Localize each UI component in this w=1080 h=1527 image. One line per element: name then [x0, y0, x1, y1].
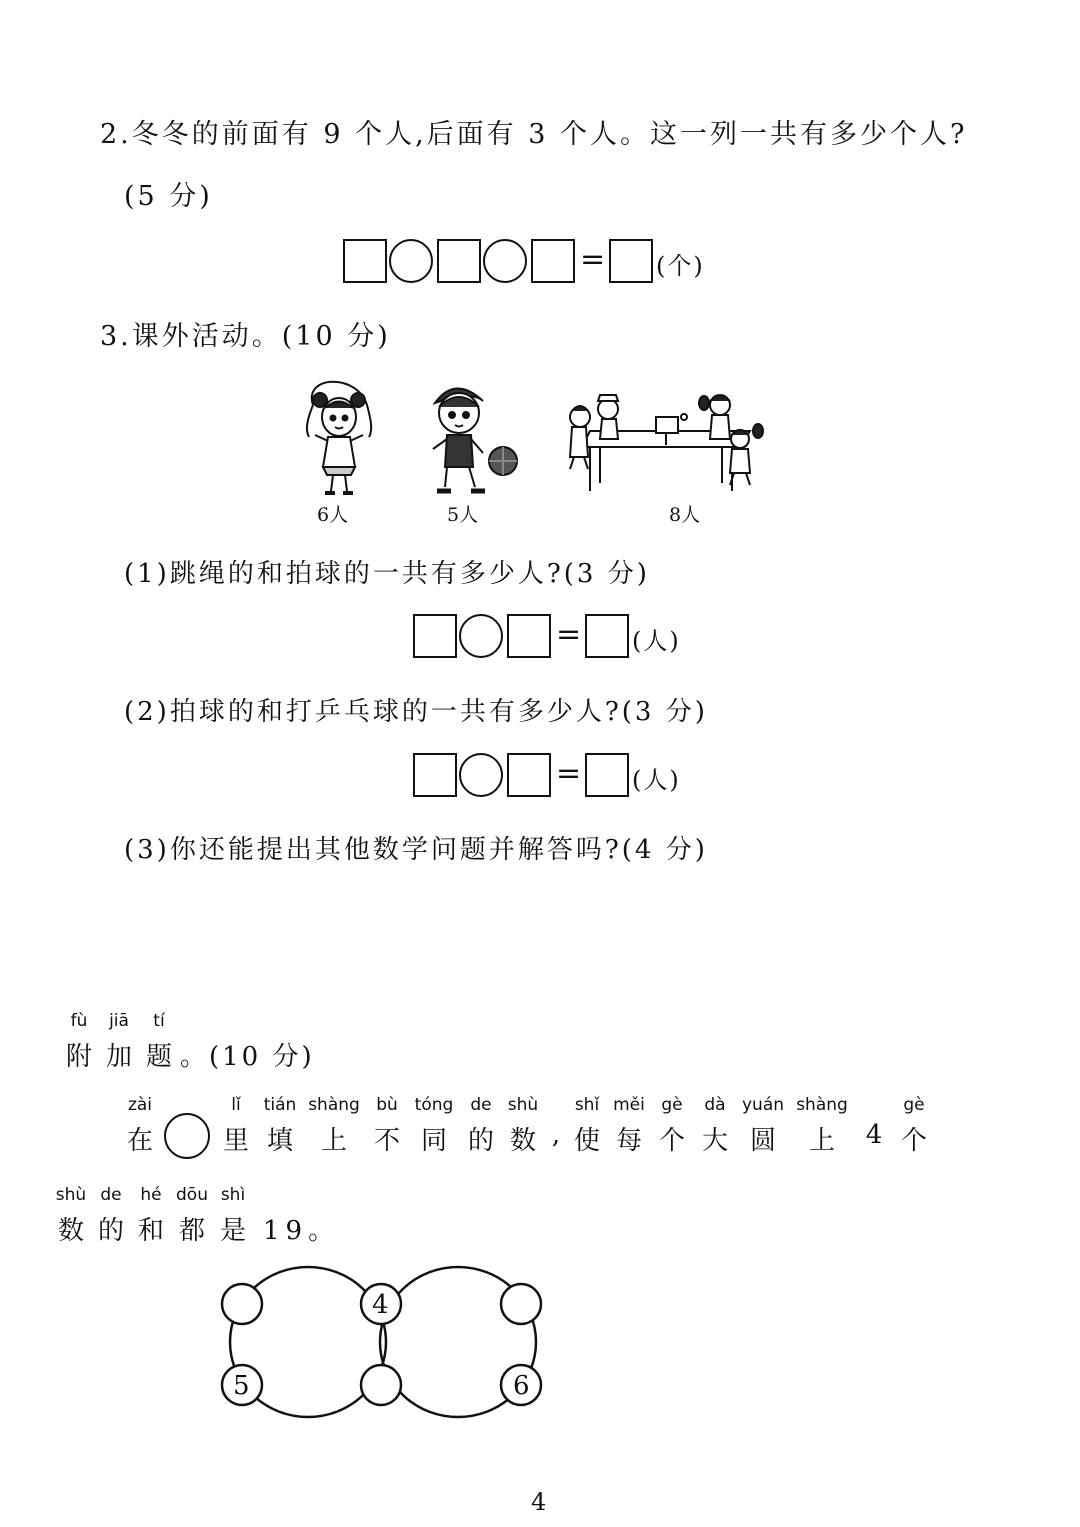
pinyin: shàng — [796, 1095, 848, 1115]
instruction-char: 的 — [467, 1126, 495, 1156]
activity-illustrations — [295, 375, 765, 505]
title-char: 加 — [105, 1042, 133, 1072]
pinyin: tóng — [414, 1095, 454, 1115]
instruction-char: 上 — [320, 1126, 348, 1156]
pinyin: dōu — [176, 1185, 208, 1205]
pinyin: lǐ — [231, 1095, 241, 1115]
answer-box[interactable] — [343, 239, 387, 283]
pinyin: de — [470, 1095, 492, 1115]
pinyin: tí — [153, 1011, 165, 1031]
instruction-char: 上 — [808, 1126, 836, 1156]
pinyin: shǐ — [574, 1095, 600, 1115]
pinyin: fù — [70, 1011, 88, 1031]
instruction-char: 使 — [573, 1126, 601, 1156]
question-3-text: 3.课外活动。(10 分) — [100, 321, 391, 352]
pinyin: dà — [704, 1095, 726, 1115]
result-box[interactable] — [609, 239, 653, 283]
blank-small-circle — [361, 1365, 401, 1405]
answer-box[interactable] — [413, 753, 457, 797]
result-box[interactable] — [585, 614, 629, 658]
instruction-char: 19。 — [263, 1216, 341, 1246]
pinyin: gè — [903, 1095, 925, 1115]
instruction-char: 4 — [865, 1120, 883, 1150]
title-char: 题 — [145, 1042, 173, 1072]
title-char: 附 — [65, 1042, 93, 1072]
unit-label: (人) — [632, 627, 681, 655]
pinyin: měi — [613, 1095, 645, 1115]
instruction-char: 同 — [420, 1126, 448, 1156]
operator-circle[interactable] — [459, 753, 503, 797]
answer-box[interactable] — [507, 753, 551, 797]
pinyin: hé — [140, 1185, 162, 1205]
question-2-text: 2.冬冬的前面有 9 个人,后面有 3 个人。这一列一共有多少个人? — [100, 119, 968, 150]
diagram-number-top-middle: 4 — [372, 1290, 389, 1320]
sub-question-1: (1)跳绳的和拍球的一共有多少人?(3 分) — [124, 559, 650, 589]
jump-rope-girl-illustration — [307, 382, 371, 493]
circle-diagram — [215, 1262, 550, 1422]
pinyin: bù — [376, 1095, 398, 1115]
pinyin: shù — [507, 1095, 539, 1115]
instruction-char: 填 — [266, 1126, 294, 1156]
caption-ping-pong: 8人 — [669, 504, 701, 526]
question-2-score: (5 分) — [124, 181, 213, 212]
sub-question-2: (2)拍球的和打乒乓球的一共有多少人?(3 分) — [124, 697, 708, 727]
pinyin: tián — [263, 1095, 297, 1115]
instruction-char: 数 — [509, 1126, 537, 1156]
pinyin: jiā — [109, 1011, 129, 1031]
operator-circle[interactable] — [389, 239, 433, 283]
title-score: 。(10 分) — [180, 1042, 315, 1072]
pinyin: shù — [55, 1185, 87, 1205]
pinyin: shàng — [308, 1095, 360, 1115]
result-box[interactable] — [585, 753, 629, 797]
instruction-char: 每 — [615, 1126, 643, 1156]
sub-question-3: (3)你还能提出其他数学问题并解答吗?(4 分) — [124, 835, 708, 865]
instruction-char: 圆 — [749, 1126, 777, 1156]
answer-box[interactable] — [437, 239, 481, 283]
caption-basketball: 5人 — [447, 504, 479, 526]
instruction-char: 的 — [97, 1216, 125, 1246]
pinyin: de — [100, 1185, 122, 1205]
ping-pong-illustration — [570, 395, 763, 491]
instruction-char: 是 — [219, 1216, 247, 1246]
answer-box[interactable] — [531, 239, 575, 283]
diagram-number-bottom-left: 5 — [233, 1371, 250, 1401]
caption-jump-rope: 6人 — [317, 504, 349, 526]
diagram-number-bottom-right: 6 — [513, 1371, 530, 1401]
instruction-char: , — [551, 1120, 561, 1150]
instruction-char: 在 — [126, 1126, 154, 1156]
instruction-char: 和 — [137, 1216, 165, 1246]
example-blank-circle — [164, 1113, 210, 1159]
instruction-char: 个 — [900, 1126, 928, 1156]
instruction-char: 数 — [57, 1216, 85, 1246]
instruction-char: 个 — [658, 1126, 686, 1156]
answer-box[interactable] — [507, 614, 551, 658]
answer-box[interactable] — [413, 614, 457, 658]
blank-small-circle — [222, 1284, 262, 1324]
pinyin: gè — [661, 1095, 683, 1115]
equals-sign: = — [556, 756, 582, 791]
pinyin: shì — [220, 1185, 246, 1205]
instruction-char: 里 — [222, 1126, 250, 1156]
equals-sign: = — [580, 242, 606, 277]
instruction-char: 大 — [701, 1126, 729, 1156]
page-number: 4 — [531, 1488, 547, 1516]
basketball-boy-illustration — [433, 388, 517, 491]
pinyin: zài — [127, 1095, 153, 1115]
instruction-char: 不 — [373, 1126, 401, 1156]
instruction-char: 都 — [178, 1216, 206, 1246]
blank-small-circle — [501, 1284, 541, 1324]
equals-sign: = — [556, 617, 582, 652]
operator-circle[interactable] — [459, 614, 503, 658]
unit-label: (个) — [656, 252, 705, 280]
operator-circle[interactable] — [483, 239, 527, 283]
pinyin: yuán — [741, 1095, 785, 1115]
unit-label: (人) — [632, 766, 681, 794]
